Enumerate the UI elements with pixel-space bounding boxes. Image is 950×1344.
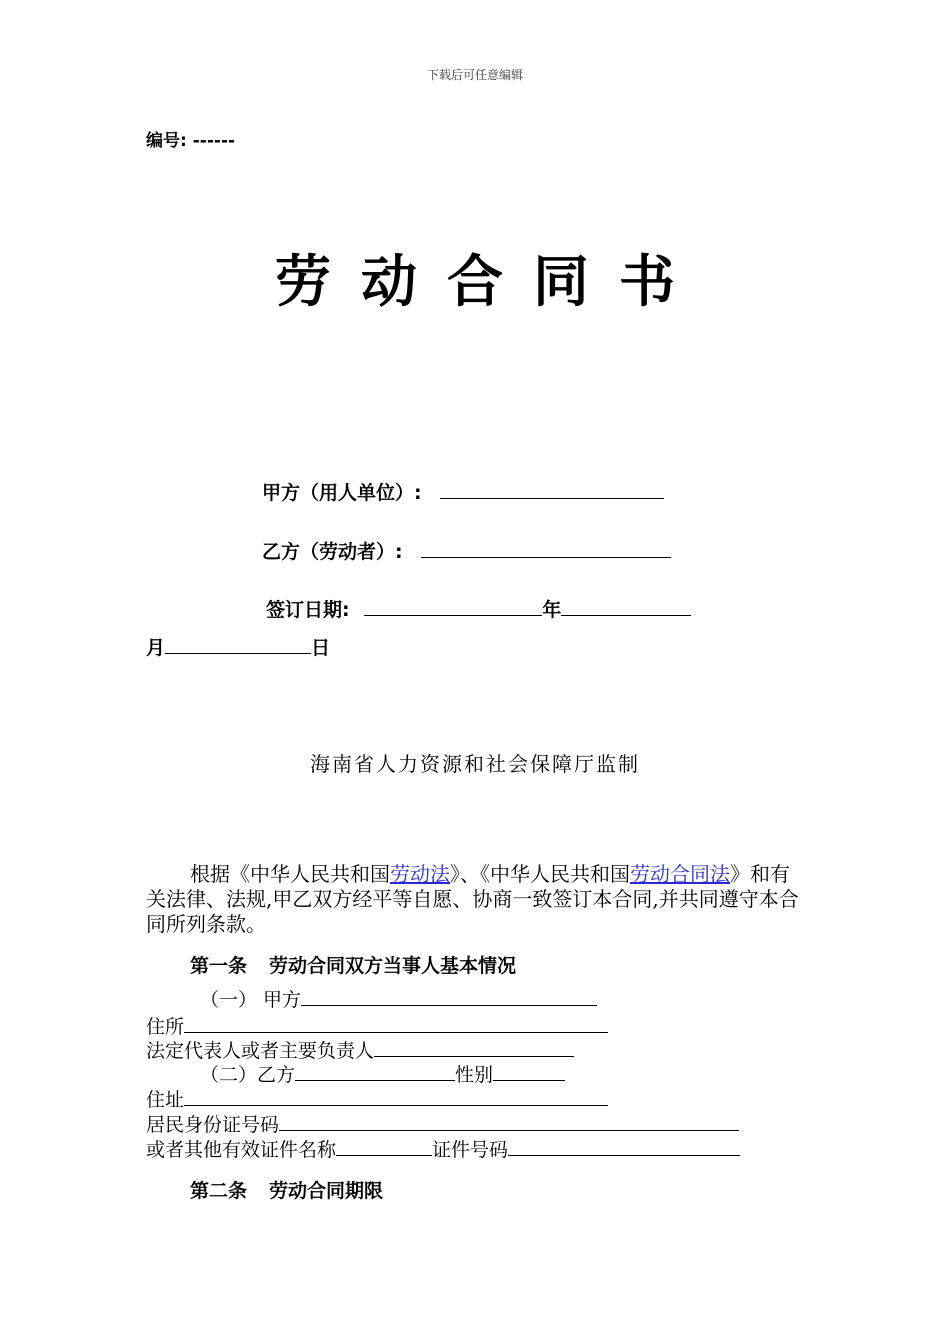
field-cert-number-blank[interactable] bbox=[508, 1137, 740, 1156]
preamble-text-2: 》、《中华人民共和国 bbox=[450, 862, 630, 886]
sign-date-label: 签订日期: bbox=[266, 599, 350, 621]
field-gender-blank[interactable] bbox=[493, 1062, 565, 1081]
field-address-label: 住址 bbox=[146, 1089, 185, 1111]
preamble-text-1: 根据《中华人民共和国 bbox=[190, 862, 390, 886]
article-1-number: 第一条 bbox=[190, 955, 248, 977]
document-title: 劳动合同书 bbox=[275, 250, 705, 315]
contract-number bbox=[146, 126, 235, 151]
field-residence bbox=[146, 1014, 608, 1039]
field-cert-number-label: 证件号码 bbox=[432, 1139, 509, 1161]
sign-month-blank[interactable] bbox=[561, 597, 691, 616]
field-address-blank[interactable] bbox=[184, 1087, 608, 1106]
field-legal-rep-label: 法定代表人或者主要负责人 bbox=[146, 1040, 375, 1062]
party-b-blank[interactable] bbox=[421, 539, 671, 558]
article-2-number: 第二条 bbox=[190, 1180, 248, 1202]
preamble-paragraph bbox=[146, 862, 806, 937]
party-b-label: 乙方（劳动者）: bbox=[262, 541, 403, 563]
labor-law-link[interactable]: 劳动法 bbox=[390, 862, 450, 886]
sign-year-blank[interactable] bbox=[364, 597, 542, 616]
field-legal-rep bbox=[146, 1038, 574, 1063]
field-party-b-blank[interactable] bbox=[295, 1062, 455, 1081]
article-1-title: 劳动合同双方当事人基本情况 bbox=[269, 955, 517, 977]
field-party-a-label: （一） 甲方 bbox=[200, 989, 302, 1011]
article-2-heading bbox=[190, 1176, 383, 1203]
party-a-label: 甲方（用人单位）: bbox=[262, 482, 422, 504]
contract-number-label: 编号: bbox=[146, 131, 187, 151]
field-residence-blank[interactable] bbox=[184, 1014, 608, 1033]
party-b-line bbox=[262, 537, 671, 564]
month-label: 月 bbox=[146, 637, 166, 659]
sign-day-blank[interactable] bbox=[165, 635, 311, 654]
sign-date-line-2 bbox=[146, 633, 330, 660]
field-id-number bbox=[146, 1112, 739, 1137]
sign-date-line bbox=[266, 595, 691, 622]
field-other-id-label: 或者其他有效证件名称 bbox=[146, 1139, 337, 1161]
article-1-heading bbox=[190, 951, 516, 978]
field-party-b bbox=[200, 1062, 565, 1087]
contract-number-value: ------ bbox=[192, 131, 236, 151]
preamble-text-3: 》和有关法律、法规,甲乙双方经平等自愿、协商一致签订本合同,并共同遵守本合同所列条款。 bbox=[146, 862, 799, 936]
party-a-line bbox=[262, 478, 664, 505]
header-note: 下载后可任意编辑 bbox=[426, 68, 523, 82]
party-a-blank[interactable] bbox=[440, 480, 664, 499]
field-residence-label: 住所 bbox=[146, 1016, 185, 1038]
field-id-number-label: 居民身份证号码 bbox=[146, 1114, 280, 1136]
article-2-title: 劳动合同期限 bbox=[269, 1180, 384, 1202]
field-address bbox=[146, 1087, 608, 1112]
field-legal-rep-blank[interactable] bbox=[374, 1038, 574, 1057]
field-party-b-label: （二）乙方 bbox=[200, 1064, 296, 1086]
field-party-a bbox=[200, 987, 597, 1012]
field-id-number-blank[interactable] bbox=[279, 1112, 739, 1131]
field-party-a-blank[interactable] bbox=[301, 987, 597, 1006]
field-other-id-blank[interactable] bbox=[336, 1137, 432, 1156]
year-label: 年 bbox=[542, 599, 562, 621]
day-label: 日 bbox=[311, 637, 331, 659]
labor-contract-law-link[interactable]: 劳动合同法 bbox=[630, 862, 730, 886]
field-other-id bbox=[146, 1137, 740, 1162]
field-gender-label: 性别 bbox=[455, 1064, 494, 1086]
supervisor-text: 海南省人力资源和社会保障厅监制 bbox=[310, 752, 640, 776]
